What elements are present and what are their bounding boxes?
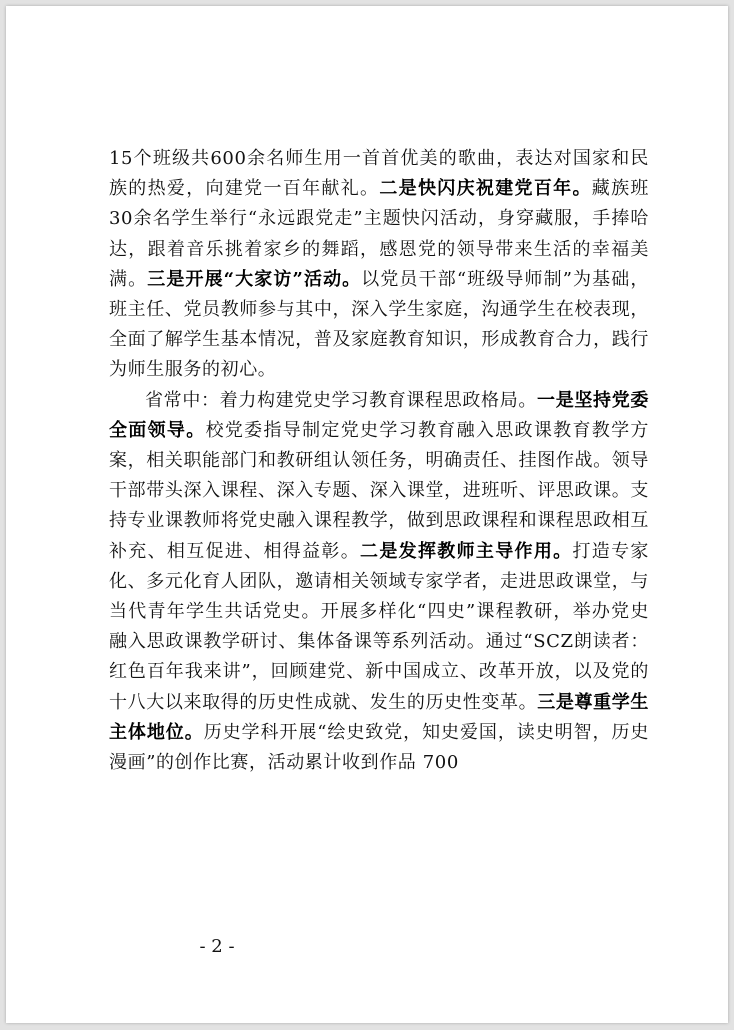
- paragraph-1-bold-point-2: 二是快闪庆祝建党百年。: [379, 178, 592, 200]
- paragraph-2: [109, 386, 649, 779]
- paragraph-2-sentence-3: 校党委指导制定党史学习教育融入思政课教育教学方案，相关职能部门和教研组认领任务，明确责任、挂图作战。领导干部带头深入课程、深入专题、深入课堂，进班听、评思政课。支持专业课教师将党史融入课程教学，做到思政课程和课程思政相互补充、相互促进、相得益彰。: [109, 419, 649, 562]
- page-number: - 2 -: [199, 936, 235, 957]
- paragraph-2-heading: 省常中：着力构建党史学习教育课程思政格局。: [145, 389, 538, 411]
- paragraph-1-bold-point-3: 三是开展“大家访”活动。: [147, 268, 362, 290]
- paragraph-1-sentence-3: 藏族班30余名学生举行“永远跟党走”主题快闪活动，身穿藏服，手捧哈达，跟着音乐挑着家乡的舞蹈，感恩党的领导带来生活的幸福美满。: [109, 178, 649, 290]
- paragraph-1-sentence-1: 15个班级共600余名师生用一首首优美的歌曲，表达对国家和民族的热爱，向建党一百年献礼。: [109, 148, 649, 200]
- paragraph-1: [109, 144, 649, 386]
- document-page: [6, 6, 728, 1023]
- paragraph-2-bold-point-2: 二是发挥教师主导作用。: [360, 540, 573, 562]
- paragraph-2-bold-point-3: 三是尊重学生主体地位。: [109, 691, 649, 743]
- document-body: [109, 144, 649, 778]
- paragraph-2-sentence-7: 历史学科开展“绘史致党，知史爱国，读史明智，历史漫画”的创作比赛，活动累计收到作品 700: [109, 721, 650, 774]
- paragraph-1-sentence-5: 以党员干部“班级导师制”为基础，班主任、党员教师参与其中，深入学生家庭，沟通学生在校表现，全面了解学生基本情况，普及家庭教育知识，形成教育合力，践行为师生服务的初心。: [109, 268, 649, 381]
- paragraph-2-bold-point-1: 一是坚持党委全面领导。: [109, 389, 649, 441]
- paragraph-2-sentence-5: 打造专家化、多元化育人团队，邀请相关领域专家学者，走进思政课堂，与当代青年学生共话党史。开展多样化“四史”课程教研，举办党史融入思政课教学研讨、集体备课等系列活动。通过“SCZ朗读者：红色百年我来讲”，回顾建党、新中国成立、改革开放，以及党的十八大以来取得的历史性成就、发生的历史性变革。: [109, 540, 649, 713]
